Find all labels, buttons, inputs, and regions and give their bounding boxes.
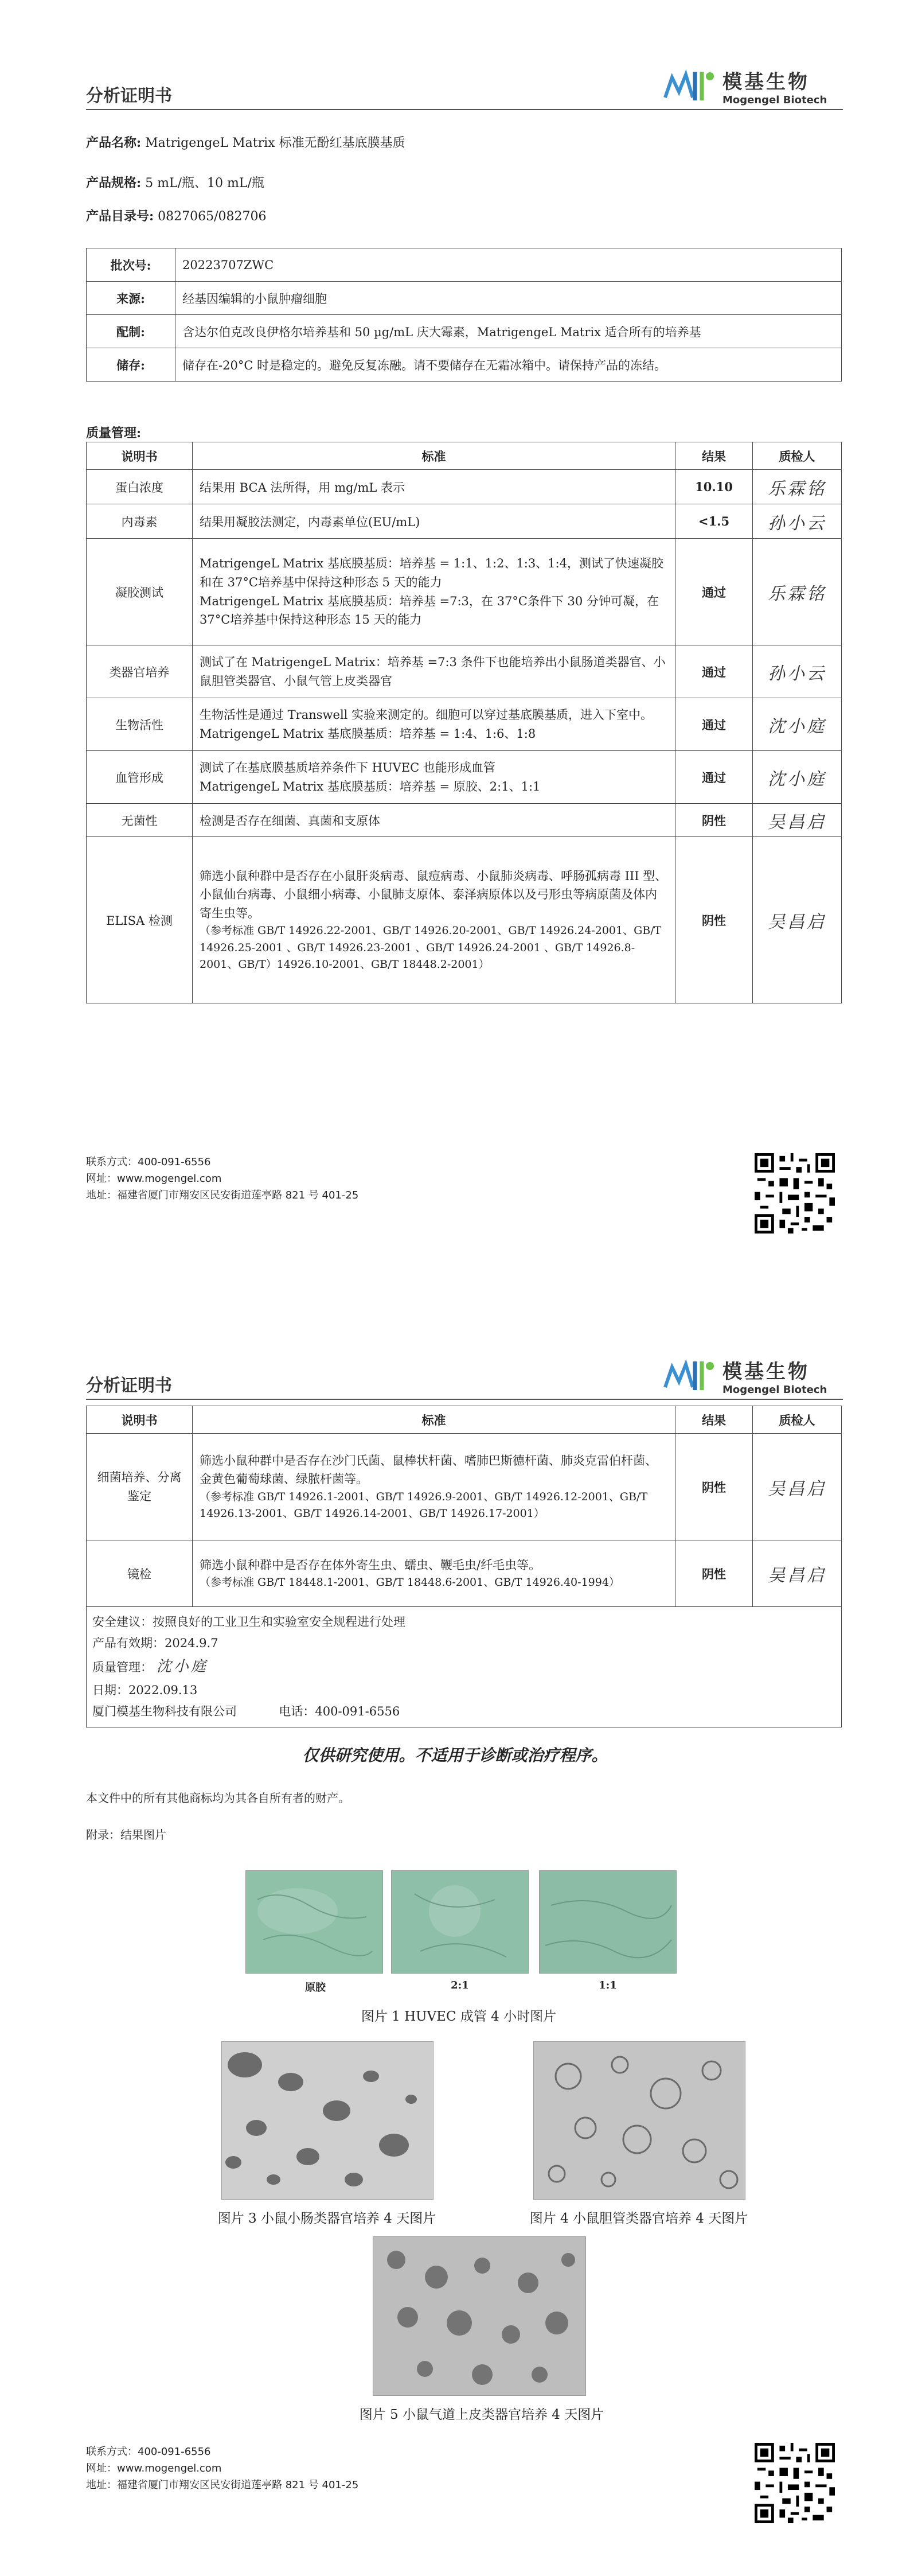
doc-title: 分析证明书	[86, 1376, 172, 1396]
qc-std: 测试了在 MatrigengeL Matrix：培养基 =7:3 条件下也能培养出小鼠肠道类器官、小鼠胆管类器官、小鼠气管上皮类器官	[193, 645, 675, 698]
qc-cat: 内毒素	[87, 504, 193, 539]
qr-code-icon	[755, 2443, 835, 2523]
bottom-info	[87, 1607, 842, 1727]
info-key: 配制:	[87, 315, 175, 348]
qc-std-text: 筛选小鼠种群中是否存在体外寄生虫、蠕虫、鞭毛虫/纤毛虫等。	[200, 1558, 541, 1572]
product-name-value: MatrigengeL Matrix 标准无酚红基底膜基质	[145, 136, 405, 150]
product-catalog	[86, 207, 267, 224]
qc-header-std: 标准	[193, 442, 675, 470]
qc-res: <1.5	[675, 504, 753, 539]
company-logo	[659, 1353, 843, 1399]
info-row	[87, 315, 842, 348]
qc-std: 结果用凝胶法测定，内毒素单位(EU/mL)	[193, 504, 675, 539]
qc-row	[87, 751, 842, 804]
qc-header-row	[87, 1406, 842, 1434]
qc-res: 通过	[675, 698, 753, 751]
qc-std: 检测是否存在细菌、真菌和支原体	[193, 804, 675, 837]
doc-title: 分析证明书	[86, 86, 172, 106]
fig1-sub-label: 1:1	[599, 1979, 617, 1991]
info-row	[87, 348, 842, 382]
inspector-signature: 沈小庭	[753, 751, 842, 804]
inspector-signature: 吴昌启	[753, 1540, 842, 1607]
logo-mark-icon	[659, 1356, 717, 1396]
inspector-signature: 孙小云	[753, 645, 842, 698]
inspector-signature: 吴昌启	[753, 837, 842, 1003]
company-name: 厦门模基生物科技有限公司	[92, 1704, 237, 1718]
qc-row	[87, 1540, 842, 1607]
figure-4-caption: 图片 4 小鼠胆管类器官培养 4 天图片	[529, 2211, 748, 2226]
safety-text: 安全建议：按照良好的工业卫生和实验室安全规程进行处理	[92, 1615, 405, 1629]
product-spec	[86, 173, 264, 191]
info-value: 20223707ZWC	[175, 248, 842, 282]
inspector-signature: 乐霖铭	[753, 470, 842, 504]
qc-cat: 凝胶测试	[87, 539, 193, 645]
qr-code-icon	[755, 1153, 835, 1233]
airway-organoid-photo	[373, 2236, 586, 2396]
product-name-label: 产品名称:	[86, 135, 142, 150]
qc-ref-text: （参考标准 GB/T 14926.1-2001、GB/T 14926.9-2001、GB/T 14926.12-2001、GB/T 14926.13-2001、GB/T 14926.14-2001、GB/T 14926.17-2001）	[200, 1490, 648, 1520]
header-rule	[86, 1399, 843, 1400]
company-logo	[659, 63, 843, 109]
qc-row	[87, 1434, 842, 1540]
footer-address: 地址：福建省厦门市翔安区民安街道莲亭路 821 号 401-25	[86, 2478, 359, 2491]
quality-manager	[92, 1654, 835, 1680]
inspector-signature: 孙小云	[753, 504, 842, 539]
quality-manager-label: 质量管理：	[92, 1660, 153, 1674]
intestine-organoid-photo	[221, 2041, 433, 2200]
figure-3-caption: 图片 3 小鼠小肠类器官培养 4 天图片	[217, 2211, 436, 2226]
date-text: 日期：2022.09.13	[92, 1683, 198, 1697]
figure-1-caption: 图片 1 HUVEC 成管 4 小时图片	[361, 2009, 557, 2024]
company-phone: 电话：400-091-6556	[279, 1704, 400, 1718]
huvec-photo-1-1	[539, 1870, 677, 1974]
qc-res: 通过	[675, 539, 753, 645]
qc-std	[193, 1434, 675, 1540]
company-line	[92, 1701, 835, 1722]
qc-res: 通过	[675, 645, 753, 698]
page-2	[0, 1285, 910, 2576]
logo-mark-icon	[659, 66, 717, 106]
research-notice: 仅供研究使用。不适用于诊断或治疗程序。	[302, 1746, 608, 1765]
header-rule	[86, 109, 843, 110]
bottom-info-row	[87, 1607, 842, 1727]
qc-row	[87, 470, 842, 504]
qc-header-ins: 质检人	[753, 442, 842, 470]
inspector-signature: 吴昌启	[753, 1434, 842, 1540]
qc-std: 生物活性是通过 Transwell 实验来测定的。细胞可以穿过基底膜基质，进入下室中。MatrigengeL Matrix 基底膜基质：培养基 = 1:4、1:6、1:8	[193, 698, 675, 751]
qc-ref-text: （参考标准 GB/T 18448.1-2001、GB/T 18448.6-2001、GB/T 14926.40-1994）	[200, 1576, 620, 1589]
qc-res: 阴性	[675, 1540, 753, 1607]
footer-website[interactable]: 网址：www.mogengel.com	[86, 1172, 222, 1185]
qc-header-cat: 说明书	[87, 1406, 193, 1434]
qc-table	[86, 442, 842, 1003]
huvec-photo-2-1	[391, 1870, 529, 1974]
qc-std	[193, 837, 675, 1003]
qc-label: 质量管理:	[86, 426, 142, 441]
info-key: 储存:	[87, 348, 175, 382]
info-value: 含达尔伯克改良伊格尔培养基和 50 µg/mL 庆大霉素，MatrigengeL Matrix 适合所有的培养基	[175, 315, 842, 348]
qc-row	[87, 645, 842, 698]
qc-row	[87, 504, 842, 539]
qc-cat: 血管形成	[87, 751, 193, 804]
info-value: 经基因编辑的小鼠肿瘤细胞	[175, 282, 842, 315]
fig1-sub-label: 2:1	[451, 1979, 469, 1991]
qc-table-2	[86, 1406, 842, 1727]
qc-header-row	[87, 442, 842, 470]
footer-contact: 联系方式：400-091-6556	[86, 2446, 211, 2458]
info-table	[86, 248, 842, 382]
logo-en-text: Mogengel Biotech	[722, 1384, 827, 1396]
qc-res: 阴性	[675, 804, 753, 837]
trademark-text: 本文件中的所有其他商标均为其各自所有者的财产。	[86, 1791, 350, 1805]
qc-res: 阴性	[675, 837, 753, 1003]
footer-address: 地址：福建省厦门市翔安区民安街道莲亭路 821 号 401-25	[86, 1189, 359, 1201]
appendix-label: 附录：结果图片	[86, 1828, 166, 1842]
validity-text: 产品有效期：2024.9.7	[92, 1636, 218, 1650]
bile-duct-organoid-photo	[533, 2041, 745, 2200]
qc-header-res: 结果	[675, 442, 753, 470]
qc-std	[193, 1540, 675, 1607]
elisa-std-text: 筛选小鼠种群中是否存在小鼠肝炎病毒、鼠痘病毒、小鼠肺炎病毒、呼肠孤病毒 III 型、小鼠仙台病毒、小鼠细小病毒、小鼠肺支原体、泰泽病原体以及弓形虫等病原菌及体内寄生虫等。	[200, 869, 667, 920]
figure-5-caption: 图片 5 小鼠气道上皮类器官培养 4 天图片	[359, 2407, 604, 2422]
inspector-signature: 乐霖铭	[753, 539, 842, 645]
huvec-photo-raw	[245, 1870, 383, 1974]
qc-row	[87, 804, 842, 837]
qc-cat: 蛋白浓度	[87, 470, 193, 504]
logo-cn-text: 模基生物	[722, 1360, 810, 1383]
product-catalog-label: 产品目录号:	[86, 209, 154, 224]
qc-header-cat: 说明书	[87, 442, 193, 470]
qc-cat: 生物活性	[87, 698, 193, 751]
qc-row	[87, 539, 842, 645]
logo-en-text: Mogengel Biotech	[722, 94, 827, 106]
product-spec-label: 产品规格:	[86, 176, 142, 190]
qc-std: MatrigengeL Matrix 基底膜基质：培养基 = 1:1、1:2、1:3、1:4，测试了快速凝胶和在 37°C培养基中保持这种形态 5 天的能力 MatrigengeL Matrix 基底膜基质：培养基 =7:3，在 37°C条件下 30 分钟可凝，在 37°C培养基中保持这种形态 15 天的能力	[193, 539, 675, 645]
info-value: 储存在-20°C 时是稳定的。避免反复冻融。请不要储存在无霜冰箱中。请保持产品的冻结。	[175, 348, 842, 382]
qc-cat: 类器官培养	[87, 645, 193, 698]
inspector-signature: 沈小庭	[753, 698, 842, 751]
qc-cat: 细菌培养、分离鉴定	[87, 1434, 193, 1540]
logo-cn-text: 模基生物	[722, 71, 810, 94]
qc-header-std: 标准	[193, 1406, 675, 1434]
footer	[86, 1154, 358, 1204]
qc-header-ins: 质检人	[753, 1406, 842, 1434]
info-row	[87, 248, 842, 282]
info-row	[87, 282, 842, 315]
qc-res: 10.10	[675, 470, 753, 504]
footer	[86, 2444, 358, 2493]
info-key: 来源:	[87, 282, 175, 315]
qc-std: 结果用 BCA 法所得，用 mg/mL 表示	[193, 470, 675, 504]
product-catalog-value: 0827065/082706	[158, 209, 267, 224]
qc-header-res: 结果	[675, 1406, 753, 1434]
qc-std-text: 筛选小鼠种群中是否存在沙门氏菌、鼠棒状杆菌、嗜肺巴斯德杆菌、肺炎克雷伯杆菌、金黄色葡萄球菌、绿脓杆菌等。	[200, 1453, 657, 1487]
page-1	[0, 0, 910, 1285]
qc-row-elisa	[87, 837, 842, 1003]
footer-website[interactable]: 网址：www.mogengel.com	[86, 2462, 222, 2474]
product-spec-value: 5 mL/瓶、10 mL/瓶	[145, 176, 264, 190]
quality-manager-signature: 沈小庭	[156, 1657, 208, 1675]
qc-cat: 无菌性	[87, 804, 193, 837]
qc-cat: 镜检	[87, 1540, 193, 1607]
qc-cat: ELISA 检测	[87, 837, 193, 1003]
qc-res: 通过	[675, 751, 753, 804]
footer-contact: 联系方式：400-091-6556	[86, 1156, 211, 1168]
qc-res: 阴性	[675, 1434, 753, 1540]
qc-std: 测试了在基底膜基质培养条件下 HUVEC 也能形成血管 MatrigengeL Matrix 基底膜基质：培养基 = 原胶、2:1、1:1	[193, 751, 675, 804]
info-key: 批次号:	[87, 248, 175, 282]
elisa-ref-text: （参考标准 GB/T 14926.22-2001、GB/T 14926.20-2001、GB/T 14926.24-2001、GB/T 14926.25-2001 、GB/T 14926.23-2001 、GB/T 14926.24-2001 、GB/T 14926.8-2001、GB/T）14926.10-2001、GB/T 18448.2-2001）	[200, 924, 662, 971]
fig1-sub-label: 原胶	[305, 1982, 326, 1994]
product-name	[86, 133, 405, 151]
inspector-signature: 吴昌启	[753, 804, 842, 837]
qc-row	[87, 698, 842, 751]
